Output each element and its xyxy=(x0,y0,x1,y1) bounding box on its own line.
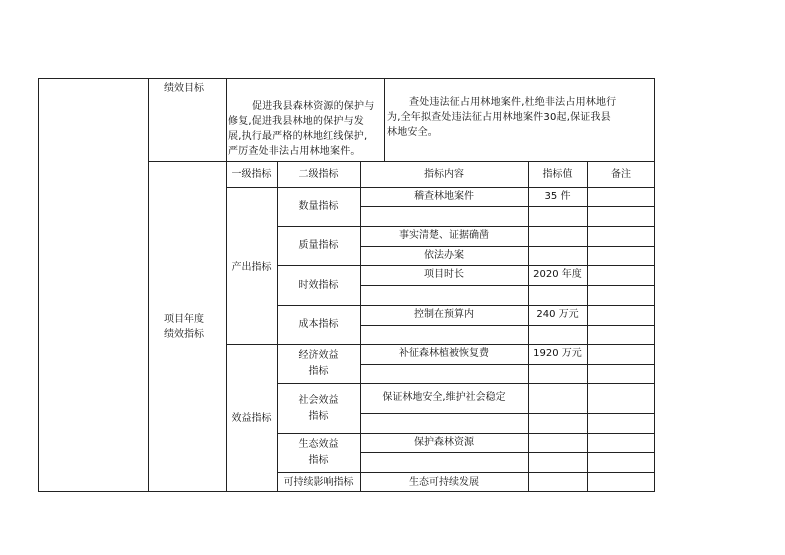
cell-content xyxy=(360,325,528,344)
header-value: 指标值 xyxy=(542,169,573,180)
cell-value xyxy=(528,452,587,472)
indicator-section-label-2: 绩效指标 xyxy=(164,329,204,340)
cell-note xyxy=(587,187,655,206)
cell-note xyxy=(587,472,655,492)
goal-left-line: 修复,促进我县林地的保护与发 xyxy=(228,116,364,127)
cell-content xyxy=(360,452,528,472)
cell-value xyxy=(528,413,587,433)
timeliness-indicator-label: 时效指标 xyxy=(298,280,339,291)
sustainable-content: 生态可持续发展 xyxy=(409,477,479,488)
cell-note xyxy=(587,305,655,325)
cell-value xyxy=(528,246,587,265)
cell-note xyxy=(587,344,655,364)
cost-value: 240 万元 xyxy=(536,309,579,320)
indicator-section-label-1: 项目年度 xyxy=(164,314,204,325)
social-content: 保证林地安全,维护社会稳定 xyxy=(382,392,506,403)
economic-indicator-label-1: 经济效益 xyxy=(298,350,339,361)
cell-value xyxy=(528,472,587,492)
cell-content xyxy=(360,285,528,305)
economic-indicator-label-2: 指标 xyxy=(308,366,329,377)
timeliness-content: 项目时长 xyxy=(424,269,464,280)
goal-right-line: 查处违法征占用林地案件,杜绝非法占用林地行 xyxy=(409,97,617,108)
cell-value xyxy=(528,285,587,305)
cost-content: 控制在预算内 xyxy=(414,309,474,320)
cell-note xyxy=(587,364,655,383)
ecological-indicator-label-2: 指标 xyxy=(308,455,329,466)
cell-value xyxy=(528,325,587,344)
goal-left-line: 严厉查处非法占用林地案件。 xyxy=(228,146,361,157)
header-level2: 二级指标 xyxy=(298,169,339,180)
goal-right-line: 为,全年拟查处违法征占用林地案件30起,保证我县 xyxy=(387,112,611,123)
cell-note xyxy=(587,206,655,226)
header-note: 备注 xyxy=(611,169,631,180)
cell-social-label xyxy=(277,383,360,433)
cell-note xyxy=(587,433,655,452)
quantity-value: 35 件 xyxy=(544,191,571,202)
cell-note xyxy=(587,226,655,246)
timeliness-value: 2020 年度 xyxy=(533,269,582,280)
cell-col-a xyxy=(38,78,148,492)
economic-value: 1920 万元 xyxy=(533,348,582,359)
goal-section-label: 绩效目标 xyxy=(164,83,204,94)
quantity-content: 稽查林地案件 xyxy=(414,191,474,202)
cell-note xyxy=(587,413,655,433)
quantity-indicator-label: 数量指标 xyxy=(298,201,339,212)
goal-left-line: 展,执行最严格的林地红线保护, xyxy=(228,131,368,142)
cell-content xyxy=(360,364,528,383)
cell-value xyxy=(528,433,587,452)
goal-right-line: 林地安全。 xyxy=(387,127,438,138)
cell-value xyxy=(528,383,587,413)
cell-note xyxy=(587,246,655,265)
cell-indicator-label xyxy=(148,161,226,492)
cell-note xyxy=(587,285,655,305)
cell-content xyxy=(360,206,528,226)
output-indicator-label: 产出指标 xyxy=(231,262,272,273)
cell-value xyxy=(528,206,587,226)
economic-content: 补征森林植被恢复费 xyxy=(399,348,489,359)
header-level1: 一级指标 xyxy=(231,169,272,180)
cost-indicator-label: 成本指标 xyxy=(298,319,339,330)
cell-note xyxy=(587,325,655,344)
quality-content-2: 依法办案 xyxy=(424,250,464,261)
cell-note xyxy=(587,452,655,472)
cell-note xyxy=(587,383,655,413)
ecological-indicator-label-1: 生态效益 xyxy=(298,439,339,450)
benefit-indicator-label: 效益指标 xyxy=(231,413,272,424)
cell-note xyxy=(587,265,655,285)
social-indicator-label-1: 社会效益 xyxy=(298,395,339,406)
social-indicator-label-2: 指标 xyxy=(308,411,329,422)
cell-value xyxy=(528,226,587,246)
cell-content xyxy=(360,413,528,433)
header-content: 指标内容 xyxy=(424,169,464,180)
quality-content-1: 事实清楚、证据确凿 xyxy=(399,230,489,241)
sustainable-indicator-label: 可持续影响指标 xyxy=(283,477,354,488)
goal-left-line: 促进我县森林资源的保护与 xyxy=(252,101,375,112)
quality-indicator-label: 质量指标 xyxy=(298,240,339,251)
ecological-content: 保护森林资源 xyxy=(414,437,474,448)
cell-value xyxy=(528,364,587,383)
